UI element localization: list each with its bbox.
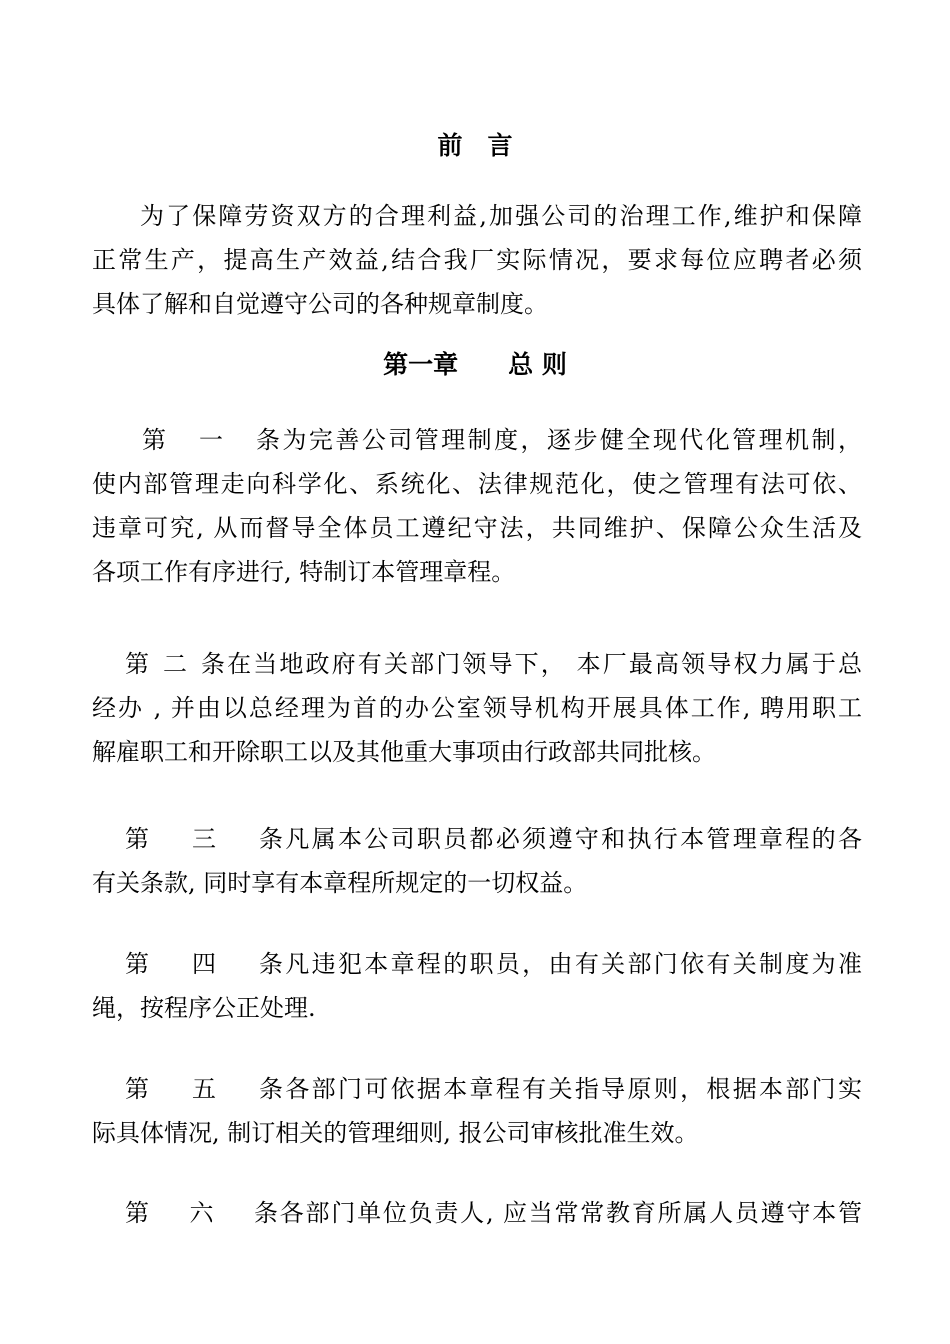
article-line: 违章可究, 从而督导全体员工遵纪守法，共同维护、保障公众生活及 [92,514,862,542]
article-4 [92,942,862,1030]
article-label: 第三条 [125,825,283,853]
article-text: 在当地政府有关部门领导下， 本厂最高领导权力属于总 [225,650,862,678]
article-label: 第四条 [125,950,283,978]
article-line [92,1191,862,1235]
article-line [92,942,862,986]
preface-line: 为了保障劳资双方的合理利益,加强公司的治理工作,维护和保障 [140,202,862,230]
article-5 [92,1067,862,1155]
article-1 [92,418,862,594]
article-label: 第二条 [125,650,225,678]
article-label: 第六条 [125,1199,278,1227]
article-line: 经办 , 并由以总经理为首的办公室领导机构开展具体工作, 聘用职工 [92,694,862,722]
preface-paragraph [92,194,862,326]
chapter-title: 第一章 总 则 [383,350,567,379]
article-3 [92,817,862,905]
article-line: 际具体情况, 制订相关的管理细则, 报公司审核批准生效。 [92,1119,699,1147]
preface-line: 具体了解和自觉遵守公司的各种规章制度。 [92,290,548,318]
article-text: 凡属本公司职员都必须遵守和执行本管理章程的各 [283,825,862,853]
article-text: 凡违犯本章程的职员，由有关部门依有关制度为准 [283,950,862,978]
article-line [92,817,862,861]
article-label: 第一条 [142,426,280,454]
article-line [92,642,862,686]
article-6 [92,1191,862,1235]
article-line [92,1067,862,1111]
article-line [92,418,862,462]
article-text: 为完善公司管理制度，逐步健全现代化管理机制， [280,426,862,454]
article-line: 各项工作有序进行, 特制订本管理章程。 [92,558,516,586]
article-line: 绳，按程序公正处理. [92,994,316,1022]
article-line: 有关条款, 同时享有本章程所规定的一切权益。 [92,869,588,897]
article-2 [92,642,862,774]
article-line: 使内部管理走向科学化、系统化、法律规范化，使之管理有法可依、 [92,470,862,498]
article-line: 解雇职工和开除职工以及其他重大事项由行政部共同批核。 [92,738,716,766]
article-text: 各部门可依据本章程有关指导原则，根据本部门实 [283,1075,862,1103]
article-label: 第五条 [125,1075,283,1103]
preface-title: 前 言 [437,131,513,160]
article-text: 各部门单位负责人, 应当常常教育所属人员遵守本管 [278,1199,862,1227]
preface-line: 正常生产，提高生产效益,结合我厂实际情况，要求每位应聘者必须 [92,246,862,274]
